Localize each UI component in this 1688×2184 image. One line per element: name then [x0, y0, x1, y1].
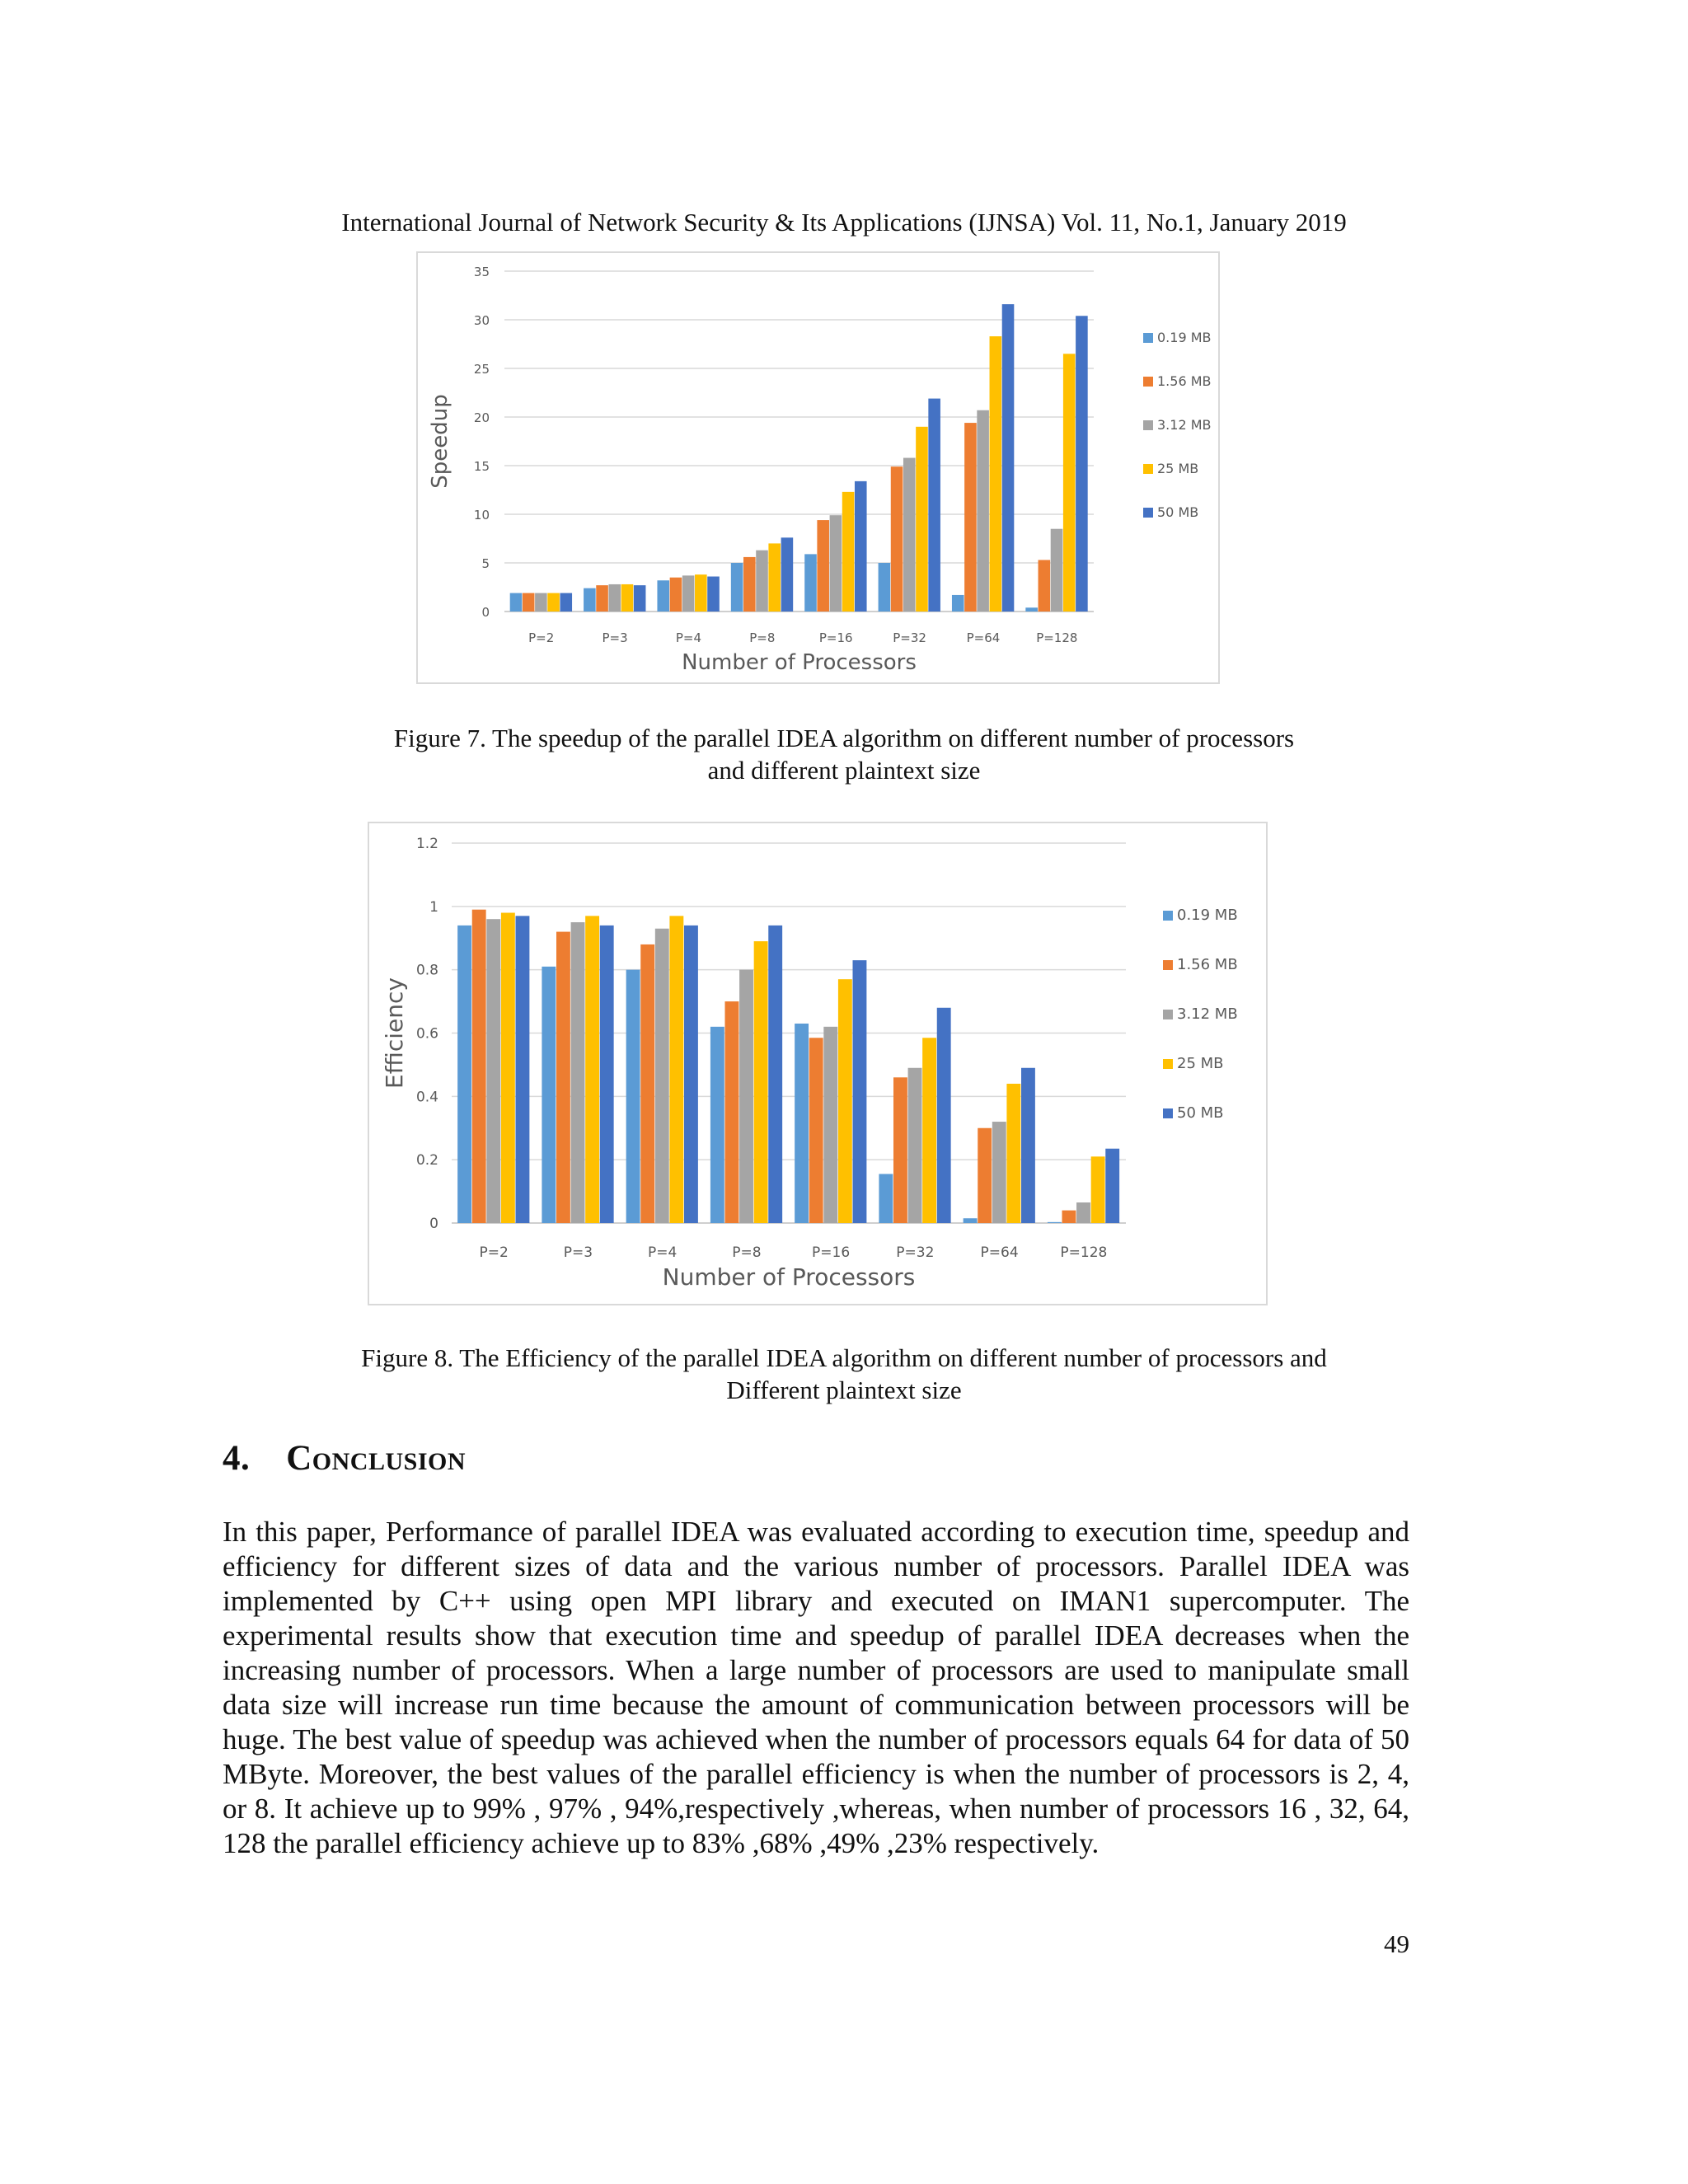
x-axis-title: Number of Processors [662, 1263, 916, 1291]
legend-entry: 3.12 MB [1177, 1005, 1238, 1023]
bar-0-19-mb-p64 [952, 595, 964, 612]
section-title: Conclusion [286, 1439, 467, 1478]
bar-3-12-mb-p32 [903, 458, 916, 612]
bar-1-56-mb-p16 [817, 520, 829, 612]
figure-7-speedup-chart [416, 251, 1220, 684]
bar-1-56-mb-p2 [523, 593, 535, 612]
bar-0-19-mb-p16 [804, 554, 817, 612]
bar-1-56-mb-p64 [964, 423, 977, 612]
y-tick-label: 0 [481, 605, 490, 620]
bar-1-56-mb-p3 [596, 585, 608, 612]
bar-3-12-mb-p8 [739, 970, 753, 1223]
y-tick-label: 0.4 [415, 1089, 438, 1106]
bar-0-19-mb-p4 [626, 970, 640, 1223]
bar-50-mb-p128 [1105, 1149, 1119, 1223]
y-tick-label: 30 [473, 313, 490, 328]
bar-0-19-mb-p3 [542, 967, 556, 1223]
bar-25-mb-p8 [768, 543, 781, 612]
x-tick-label: P=4 [647, 1244, 678, 1261]
legend-entry: 25 MB [1177, 1055, 1224, 1072]
y-tick-label: 10 [473, 508, 490, 523]
x-tick-label: P=8 [732, 1244, 762, 1261]
x-tick-label: P=64 [966, 630, 1001, 645]
bar-25-mb-p2 [501, 913, 515, 1223]
y-tick-label: 1 [429, 898, 438, 916]
bar-0-19-mb-p16 [795, 1024, 809, 1223]
legend-entry: 25 MB [1157, 461, 1199, 476]
bar-25-mb-p3 [585, 916, 599, 1223]
bar-0-19-mb-p8 [710, 1027, 724, 1223]
bar-50-mb-p4 [684, 926, 698, 1223]
legend-entry: 1.56 MB [1177, 956, 1238, 973]
y-tick-label: 0.6 [415, 1025, 438, 1043]
bar-3-12-mb-p16 [830, 515, 842, 612]
bar-25-mb-p8 [754, 941, 768, 1223]
bar-50-mb-p8 [768, 926, 782, 1223]
x-axis-title: Number of Processors [682, 650, 917, 675]
legend-swatch [1163, 1010, 1173, 1019]
y-axis-title: Speedup [428, 394, 452, 489]
legend-entry: 0.19 MB [1177, 907, 1238, 924]
legend-swatch [1163, 1059, 1173, 1069]
legend-entry: 1.56 MB [1157, 373, 1212, 389]
section-number: 4. [223, 1439, 251, 1478]
legend-swatch [1143, 464, 1153, 474]
bar-1-56-mb-p8 [724, 1001, 738, 1223]
bar-25-mb-p64 [990, 336, 1002, 612]
bar-3-12-mb-p2 [486, 919, 500, 1223]
figure-7-caption [0, 722, 1688, 786]
bar-25-mb-p4 [669, 916, 683, 1223]
bar-0-19-mb-p64 [964, 1218, 978, 1223]
x-tick-label: P=2 [479, 1244, 509, 1261]
legend-swatch [1143, 377, 1153, 387]
y-axis-title: Efficiency [381, 977, 408, 1089]
bar-3-12-mb-p128 [1076, 1202, 1090, 1223]
y-tick-label: 5 [481, 556, 490, 571]
bar-25-mb-p32 [916, 427, 928, 612]
bar-3-12-mb-p128 [1051, 529, 1063, 612]
bar-1-56-mb-p4 [670, 578, 682, 612]
speedup-chart-svg [418, 253, 1221, 686]
figure-8-caption-line-1: Figure 8. The Efficiency of the parallel IDEA algorithm on different number of processors and [361, 1343, 1327, 1372]
bar-1-56-mb-p3 [556, 932, 570, 1223]
y-tick-label: 35 [473, 265, 490, 279]
bar-50-mb-p2 [560, 593, 572, 612]
x-tick-label: P=8 [749, 630, 776, 645]
x-tick-label: P=16 [818, 630, 853, 645]
bar-25-mb-p128 [1091, 1156, 1105, 1223]
legend-entry: 0.19 MB [1157, 330, 1212, 345]
legend-entry: 3.12 MB [1157, 417, 1212, 433]
legend-swatch [1143, 333, 1153, 343]
bar-0-19-mb-p4 [657, 580, 669, 612]
x-tick-label: P=128 [1060, 1244, 1108, 1261]
efficiency-chart-svg [369, 823, 1269, 1307]
bar-50-mb-p3 [600, 926, 614, 1223]
bar-3-12-mb-p3 [608, 584, 621, 612]
bar-3-12-mb-p4 [655, 929, 669, 1223]
section-heading [223, 1438, 466, 1479]
x-tick-label: P=64 [980, 1244, 1019, 1261]
bar-50-mb-p64 [1021, 1068, 1035, 1223]
bar-1-56-mb-p2 [472, 910, 486, 1223]
figure-8-caption [0, 1342, 1688, 1406]
bar-0-19-mb-p3 [584, 588, 596, 612]
bar-25-mb-p3 [621, 584, 634, 612]
journal-header: International Journal of Network Security & Its Applications (IJNSA) Vol. 11, No.1, January 2019 [341, 208, 1347, 237]
bar-1-56-mb-p4 [640, 944, 654, 1223]
bar-50-mb-p64 [1002, 304, 1015, 612]
bar-3-12-mb-p4 [682, 575, 695, 612]
bar-3-12-mb-p64 [977, 410, 989, 612]
y-tick-label: 0.8 [415, 962, 438, 979]
bar-0-19-mb-p32 [879, 563, 891, 612]
bar-1-56-mb-p16 [809, 1038, 823, 1223]
bar-25-mb-p64 [1006, 1084, 1020, 1223]
y-tick-label: 25 [473, 362, 490, 377]
bar-3-12-mb-p64 [992, 1122, 1006, 1223]
bar-25-mb-p16 [842, 492, 855, 612]
bar-25-mb-p4 [695, 574, 707, 612]
bar-0-19-mb-p128 [1025, 607, 1038, 612]
bar-50-mb-p4 [707, 577, 720, 612]
conclusion-paragraph: In this paper, Performance of parallel IDEA was evaluated according to execution time, speedup and efficiency for different sizes of data and the various number of processors. Parallel IDEA was implemented by C++ using open MPI library and executed on IMAN1 supercomputer. The experimental results show that execution time and speedup of parallel IDEA decreases when the increasing number of processors. When a large number of processors are used to manipulate small data size will increase run time because the amount of communication between processors will be huge. The best value of speedup was achieved when the number of processors equals 64 for data of 50 MByte. Moreover, the best values of the parallel efficiency is when the number of processors is 2, 4, or 8. It achieve up to 99% , 97% , 94%,respectively ,whereas, when number of processors 16 , 32, 64, 128 the parallel efficiency achieve up to 83% ,68% ,49% ,23% respectively. [223, 1516, 1409, 1859]
bar-3-12-mb-p8 [756, 551, 768, 612]
bar-50-mb-p8 [781, 537, 794, 612]
legend-entry: 50 MB [1177, 1104, 1224, 1122]
y-tick-label: 1.2 [415, 836, 438, 852]
legend-swatch [1163, 960, 1173, 970]
bar-0-19-mb-p2 [510, 593, 523, 612]
x-tick-label: P=3 [563, 1244, 593, 1261]
bar-1-56-mb-p8 [743, 557, 756, 612]
legend-swatch [1143, 420, 1153, 430]
figure-8-efficiency-chart [368, 822, 1268, 1305]
legend-swatch [1163, 911, 1173, 921]
y-tick-label: 0.2 [415, 1152, 438, 1169]
x-tick-label: P=3 [602, 630, 628, 645]
bar-1-56-mb-p32 [893, 1077, 907, 1223]
bar-50-mb-p128 [1076, 316, 1088, 612]
bar-3-12-mb-p3 [571, 922, 585, 1223]
page-number: 49 [1384, 1929, 1409, 1958]
bar-25-mb-p128 [1063, 354, 1076, 612]
bar-50-mb-p16 [855, 481, 867, 612]
legend-swatch [1163, 1108, 1173, 1118]
x-tick-label: P=16 [812, 1244, 851, 1261]
bar-1-56-mb-p64 [978, 1128, 992, 1223]
bar-0-19-mb-p2 [457, 926, 471, 1223]
bar-1-56-mb-p32 [891, 466, 903, 612]
bar-1-56-mb-p128 [1062, 1211, 1076, 1223]
bar-3-12-mb-p2 [535, 593, 547, 612]
bar-50-mb-p32 [928, 399, 940, 612]
bar-0-19-mb-p8 [731, 563, 743, 612]
bar-25-mb-p16 [838, 979, 852, 1223]
bar-1-56-mb-p128 [1039, 560, 1051, 612]
bar-50-mb-p3 [634, 585, 646, 612]
bar-25-mb-p2 [547, 593, 560, 612]
bar-25-mb-p32 [922, 1038, 936, 1223]
y-tick-label: 20 [473, 410, 490, 425]
bar-3-12-mb-p16 [823, 1027, 837, 1223]
figure-7-caption-line-2: and different plaintext size [707, 756, 981, 785]
bar-50-mb-p32 [937, 1008, 951, 1223]
x-tick-label: P=32 [896, 1244, 935, 1261]
x-tick-label: P=32 [893, 630, 926, 645]
bar-50-mb-p2 [516, 916, 530, 1223]
legend-entry: 50 MB [1157, 504, 1199, 520]
y-tick-label: 0 [429, 1216, 438, 1232]
bar-0-19-mb-p32 [879, 1174, 893, 1223]
figure-8-caption-line-2: Different plaintext size [726, 1376, 962, 1404]
bar-50-mb-p16 [853, 960, 867, 1223]
x-tick-label: P=128 [1036, 630, 1078, 645]
legend-swatch [1143, 508, 1153, 518]
x-tick-label: P=4 [675, 630, 702, 645]
y-tick-label: 15 [473, 459, 490, 474]
bar-0-19-mb-p128 [1048, 1222, 1062, 1223]
figure-7-caption-line-1: Figure 7. The speedup of the parallel IDEA algorithm on different number of processors [393, 724, 1295, 752]
x-tick-label: P=2 [528, 630, 555, 645]
bar-3-12-mb-p32 [908, 1068, 922, 1223]
